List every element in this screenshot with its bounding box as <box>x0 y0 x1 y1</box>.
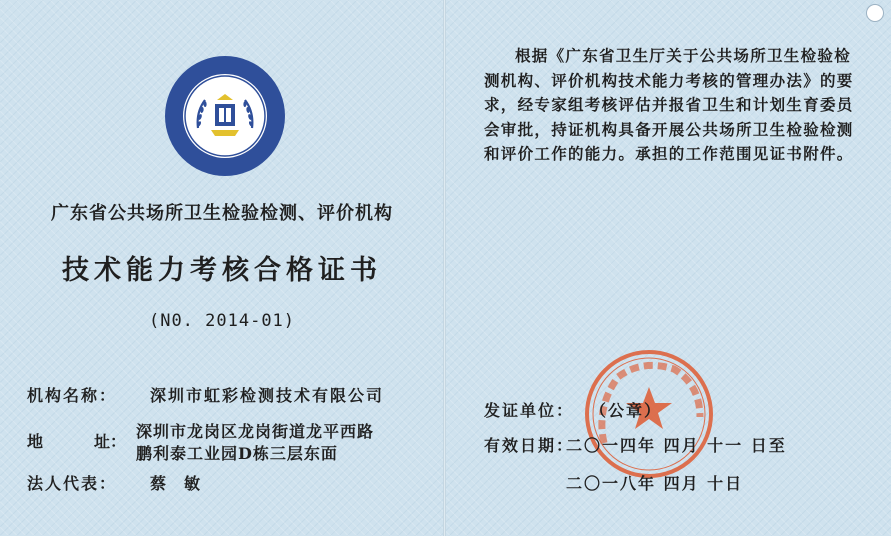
legal-representative-name: 蔡敏 <box>150 474 219 493</box>
legal-representative-label: 法人代表： <box>27 474 118 493</box>
seal-placeholder: （公章） <box>590 401 663 420</box>
address-label-second: 址： <box>94 432 127 451</box>
issuer-label: 发证单位： <box>484 401 575 420</box>
organization-label: 机构名称： <box>27 386 118 405</box>
certificate-left-page <box>0 0 444 536</box>
validity-end-date: 二〇一八年 四月 十日 <box>566 474 744 493</box>
validity-start-date: 二〇一四年 四月 十一 日至 <box>566 436 787 455</box>
organization-name: 深圳市虹彩检测技术有限公司 <box>150 386 385 405</box>
address-line-2: 鹏利泰工业园D栋三层东面 <box>136 444 338 463</box>
certificate-subtitle: 广东省公共场所卫生检验检测、评价机构 <box>51 203 393 224</box>
validity-label: 有效日期： <box>484 436 575 455</box>
corner-hole-mark <box>866 4 884 22</box>
certificate-statement: 根据《广东省卫生厅关于公共场所卫生检验检测机构、评价机构技术能力考核的管理办法》的要求，经专家组考核评估并报省卫生和计划生育委员会审批，持证机构具备开展公共场所卫生检验检测和评价工作的能力。承担的工作范围见证书附件。 <box>484 46 854 163</box>
address-label-first: 地 <box>27 432 46 451</box>
certificate-title: 技术能力考核合格证书 <box>62 255 382 286</box>
health-inspection-emblem-icon <box>163 54 287 178</box>
address-line-1: 深圳市龙岗区龙岗街道龙平西路 <box>136 422 375 441</box>
certificate-number: (N0. 2014-01) <box>148 311 296 331</box>
